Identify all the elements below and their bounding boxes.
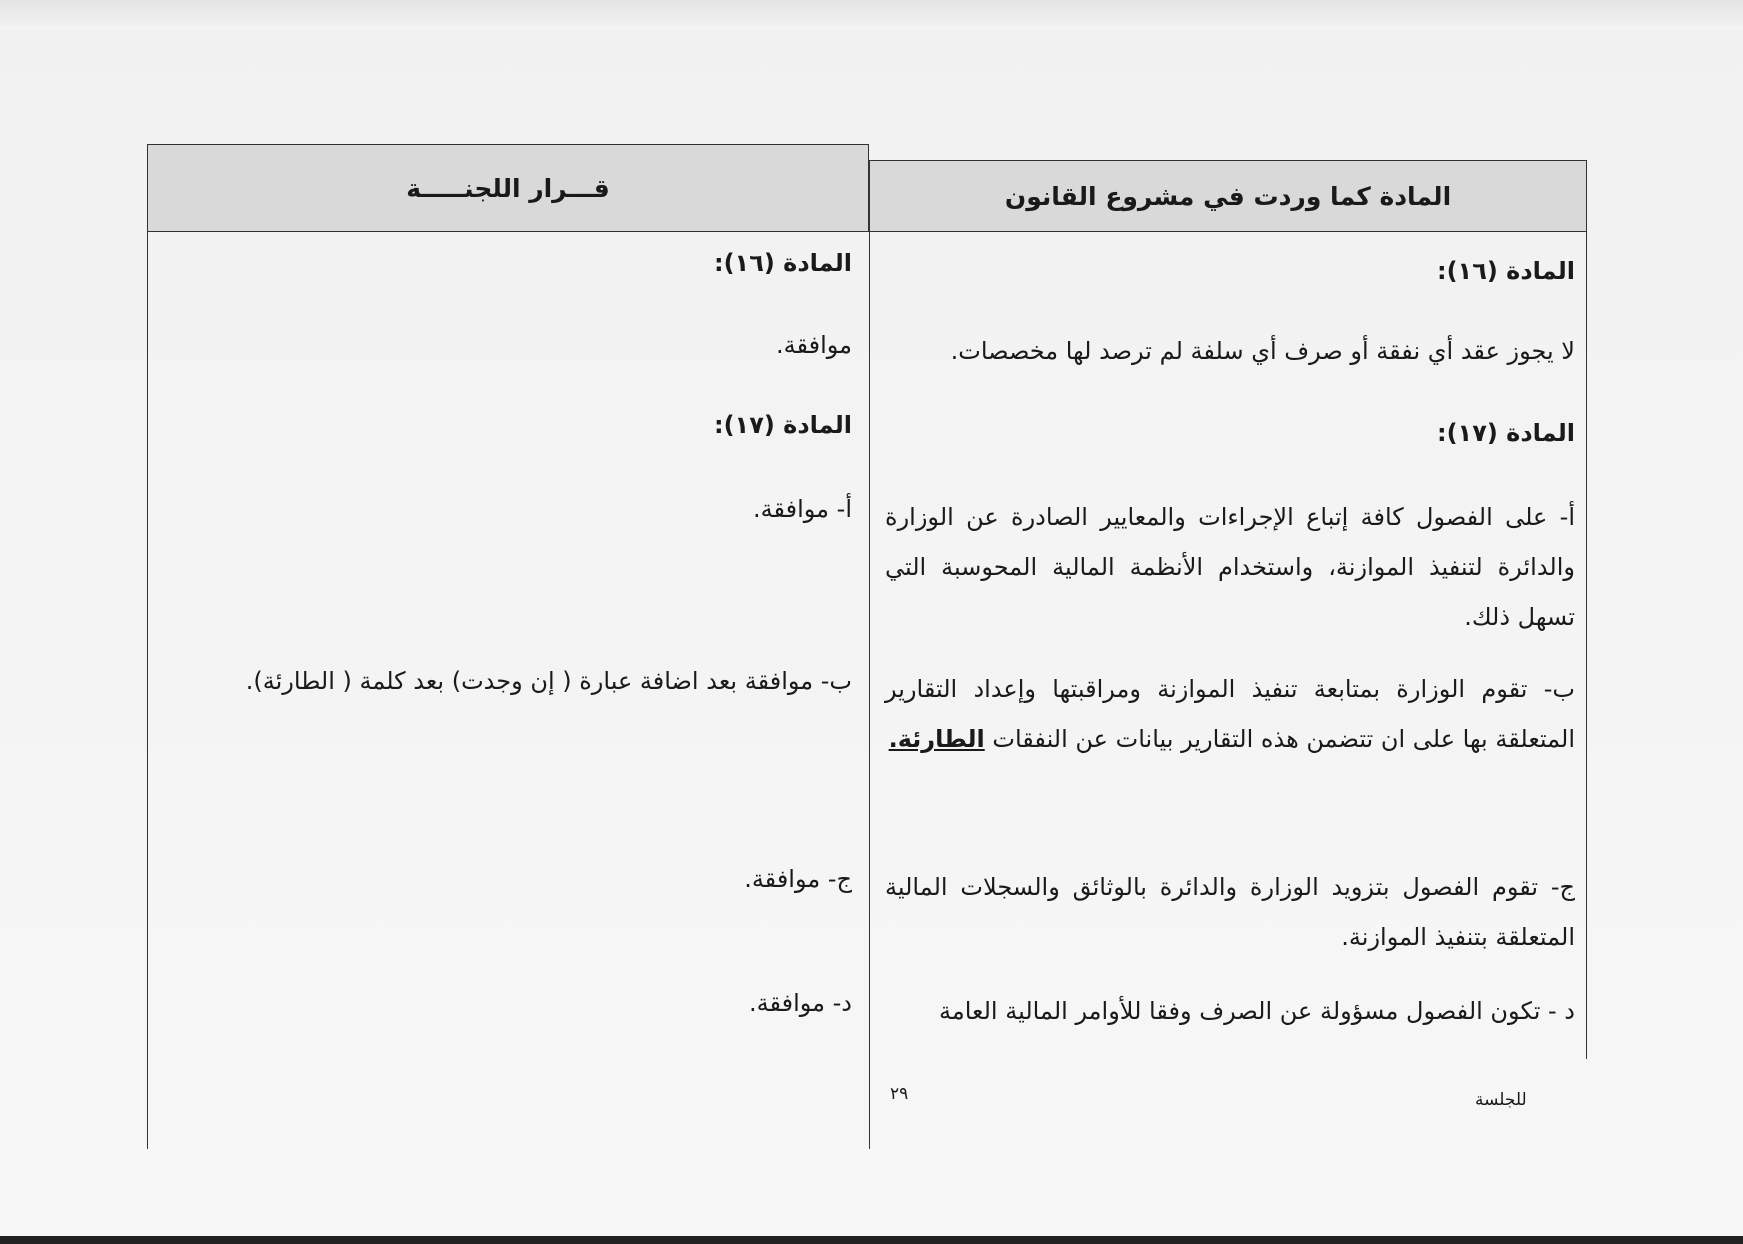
table-middle-divider (869, 229, 870, 1149)
article-16-text-left: موافقة. (775, 331, 852, 359)
article-17-c-right: ج- تقوم الفصول بتزويد الوزارة والدائرة بالوثائق والسجلات المالية المتعلقة بتنفيذ الموازنة. (885, 873, 1575, 951)
article-17-d-left: د- موافقة. (748, 989, 852, 1017)
table-left-border (147, 229, 148, 1149)
article-17-a-left: أ- موافقة. (753, 495, 852, 523)
article-17-c-left: ج- موافقة. (744, 865, 852, 893)
article-17-b-left: ب- موافقة بعد اضافة عبارة ( إن وجدت) بعد كلمة ( الطارئة). (245, 667, 852, 695)
article-16-text-right: لا يجوز عقد أي نفقة أو صرف أي سلفة لم ترصد لها مخصصات. (950, 337, 1575, 365)
article-17-b-right (885, 664, 1575, 764)
article-17-title-right: المادة (١٧): (1436, 419, 1575, 447)
article-17-b-right-text: ب- تقوم الوزارة بمتابعة تنفيذ الموازنة ومراقبتها وإعداد التقارير المتعلقة بها على ان تتضمن هذه التقارير بيانات عن النفقات (885, 675, 1575, 753)
header-committee-decision: قـــرار اللجنـــــة (147, 144, 869, 232)
article-17-b-right-underlined: الطارئة. (888, 725, 985, 753)
scan-bottom-edge (0, 1236, 1743, 1244)
comparison-table (147, 144, 1587, 1064)
table-right-border (1586, 229, 1587, 1059)
article-17-title-left: المادة (١٧): (713, 411, 852, 439)
scan-shadow (0, 0, 1743, 30)
article-17-d-right: د - تكون الفصول مسؤولة عن الصرف وفقا للأوامر المالية العامة (939, 997, 1575, 1025)
header-law-draft: المادة كما وردت في مشروع القانون (869, 160, 1587, 232)
article-16-title-right: المادة (١٦): (1436, 257, 1575, 285)
article-16-title-left: المادة (١٦): (713, 249, 852, 277)
page-number: ٢٩ (890, 1084, 909, 1104)
article-17-a-right: أ- على الفصول كافة إتباع الإجراءات والمعايير الصادرة عن الوزارة والدائرة لتنفيذ الموازنة، واستخدام الأنظمة المالية المحوسبة التي تسهل ذلك. (885, 503, 1575, 631)
footer-note: للجلسة (1475, 1090, 1527, 1110)
